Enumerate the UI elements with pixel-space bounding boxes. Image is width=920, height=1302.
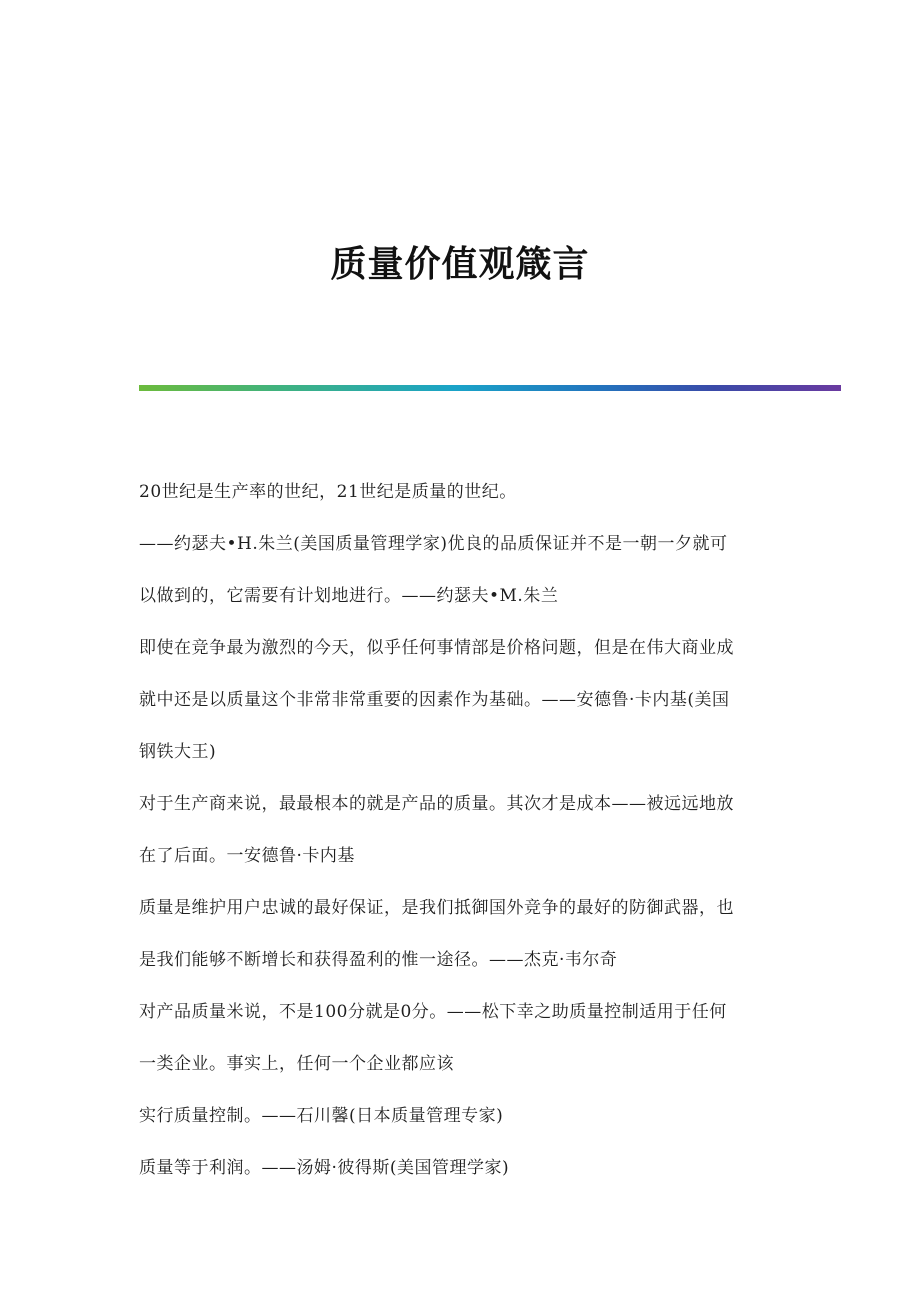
paragraph: [139, 1142, 781, 1194]
text-line: 即使在竞争最为激烈的今天，似乎任何事情部是价格问题，但是在伟大商业成: [139, 638, 734, 658]
paragraph: [139, 466, 781, 518]
text-line: 一类企业。事实上，任何一个企业都应该: [139, 1054, 454, 1074]
paragraph: [139, 518, 781, 622]
page-title: 质量价值观箴言: [330, 243, 590, 286]
text-line: 质量等于利润。——汤姆·彼得斯(美国管理学家): [139, 1158, 510, 1178]
paragraph: [139, 986, 781, 1090]
text-line: 实行质量控制。——石川馨(日本质量管理专家): [139, 1106, 504, 1126]
paragraph: [139, 882, 781, 986]
text-line: 就中还是以质量这个非常非常重要的因素作为基础。——安德鲁·卡内基(美国: [139, 690, 730, 710]
title-divider: [139, 385, 841, 391]
text-line: 对于生产商来说，最最根本的就是产品的质量。其次才是成本——被远远地放: [139, 794, 734, 814]
text-line: 是我们能够不断增长和获得盈利的惟一途径。——杰克·韦尔奇: [139, 950, 618, 970]
text-line: 对产品质量米说，不是100分就是0分。——松下幸之助质量控制适用于任何: [139, 1002, 727, 1022]
paragraph: [139, 1090, 781, 1142]
paragraph: [139, 622, 781, 778]
text-line: 钢铁大王): [139, 742, 217, 762]
text-line: 以做到的，它需要有计划地进行。——约瑟夫•M.朱兰: [139, 586, 559, 606]
document-body: [139, 466, 781, 1194]
text-line: 在了后面。一安德鲁·卡内基: [139, 846, 355, 866]
text-line: ——约瑟夫•H.朱兰(美国质量管理学家)优良的品质保证并不是一朝一夕就可: [139, 534, 728, 554]
text-line: 质量是维护用户忠诚的最好保证，是我们抵御国外竞争的最好的防御武器，也: [139, 898, 734, 918]
text-line: 20世纪是生产率的世纪，21世纪是质量的世纪。: [139, 482, 517, 502]
paragraph: [139, 778, 781, 882]
